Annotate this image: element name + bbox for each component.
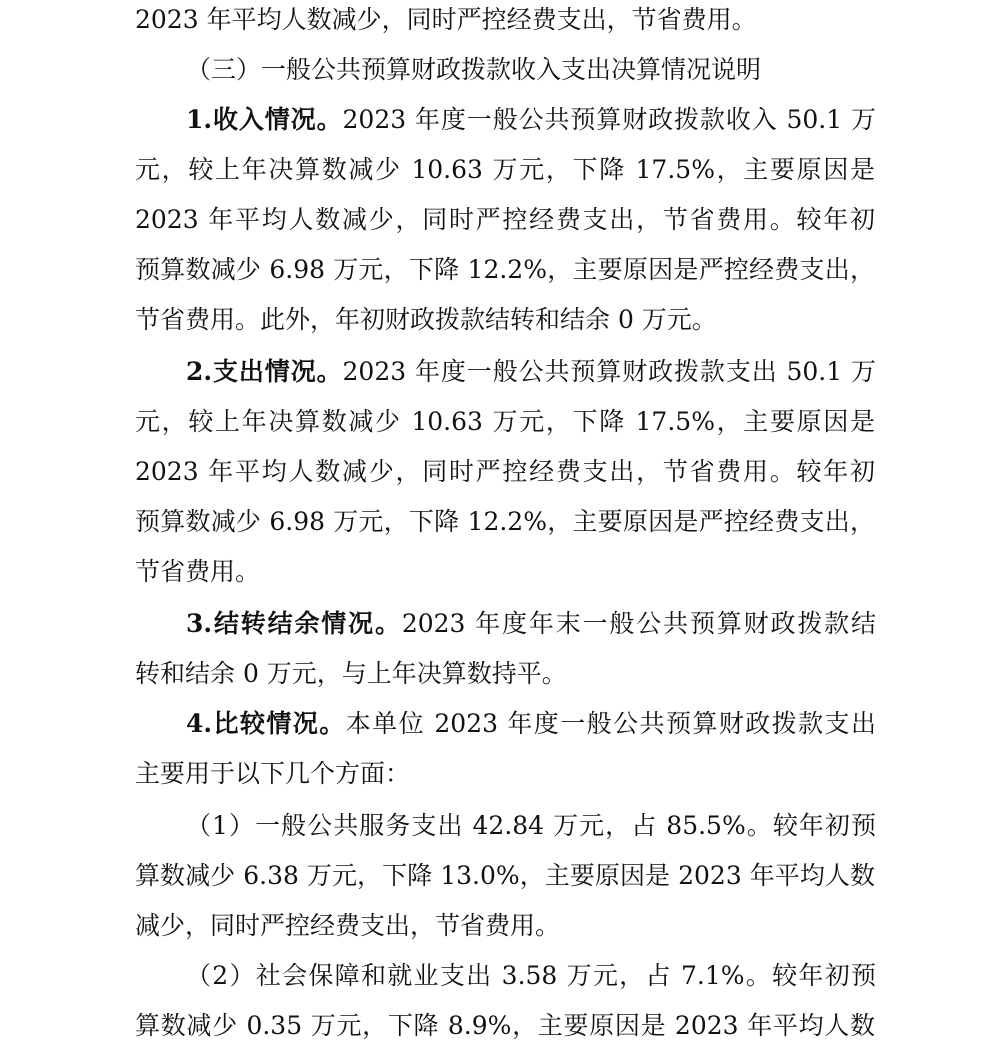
paragraph-first-line	[186, 606, 876, 642]
text-line: 节省费用。此外，年初财政拨款结转和结余 0 万元。	[135, 305, 717, 334]
paragraph-lead: 2.支出情况。	[186, 357, 343, 386]
text-line: 元，较上年决算数减少 10.63 万元，下降 17.5%，主要原因是	[135, 407, 875, 436]
text-line: 减少，同时严控经费支出，节省费用。	[135, 911, 561, 940]
text-line: 主要用于以下几个方面：	[135, 759, 411, 788]
text-line: 节省费用。	[135, 557, 261, 586]
text-line: 转和结余 0 万元，与上年决算数持平。	[135, 659, 567, 688]
text-line: （1）一般公共服务支出 42.84 万元，占 85.5%。较年初预	[186, 811, 876, 840]
paragraph-text: 2023 年度年末一般公共预算财政拨款结	[401, 609, 876, 638]
text-line: 算数减少 0.35 万元，下降 8.9%，主要原因是 2023 年平均人数	[135, 1011, 875, 1040]
text-line: 算数减少 6.38 万元，下降 13.0%，主要原因是 2023 年平均人数	[135, 861, 875, 890]
paragraph-first-line	[186, 706, 876, 742]
text-line: 2023 年平均人数减少，同时严控经费支出，节省费用。	[135, 5, 757, 34]
text-line: 2023 年平均人数减少，同时严控经费支出，节省费用。较年初	[135, 457, 875, 486]
text-line: （2）社会保障和就业支出 3.58 万元，占 7.1%。较年初预	[186, 961, 876, 990]
paragraph-text: 本单位 2023 年度一般公共预算财政拨款支出	[345, 709, 876, 738]
paragraph-first-line	[186, 102, 876, 138]
text-line: 预算数减少 6.98 万元，下降 12.2%，主要原因是严控经费支出，	[135, 507, 875, 536]
section-heading: （三）一般公共预算财政拨款收入支出决算情况说明	[186, 55, 762, 84]
paragraph-text: 2023 年度一般公共预算财政拨款支出 50.1 万	[342, 357, 876, 386]
paragraph-text: 2023 年度一般公共预算财政拨款收入 50.1 万	[342, 105, 876, 134]
text-line: 2023 年平均人数减少，同时严控经费支出，节省费用。较年初	[135, 205, 875, 234]
text-line: 元，较上年决算数减少 10.63 万元，下降 17.5%，主要原因是	[135, 155, 875, 184]
text-line: 预算数减少 6.98 万元，下降 12.2%，主要原因是严控经费支出，	[135, 255, 875, 284]
paragraph-lead: 1.收入情况。	[186, 105, 343, 134]
paragraph-lead: 3.结转结余情况。	[186, 609, 402, 638]
paragraph-lead: 4.比较情况。	[186, 709, 346, 738]
paragraph-first-line	[186, 354, 876, 390]
